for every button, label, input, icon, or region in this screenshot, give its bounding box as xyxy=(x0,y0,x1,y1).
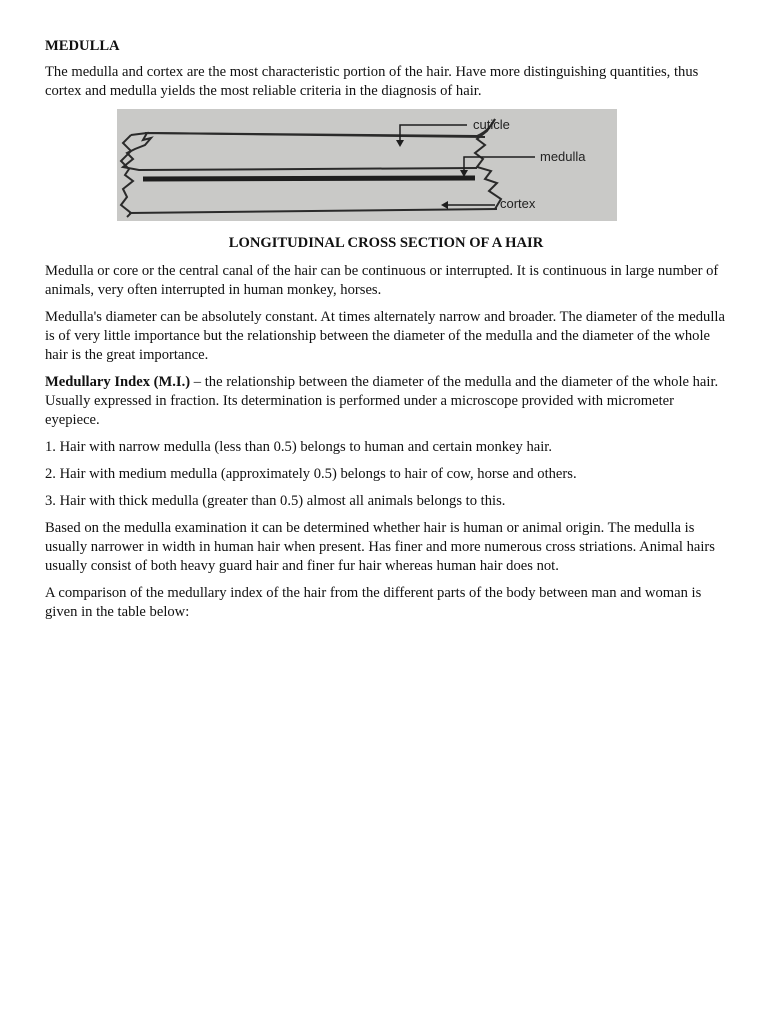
paragraph-origin: Based on the medulla examination it can be determined whether hair is human or animal origin. The medulla is usually narrower in width in human hair when present. Has finer and more numerous cross striations. Animal hairs usually consist of both heavy guard hair and finer fur hair whereas human hair does not. xyxy=(45,520,715,574)
document-page xyxy=(45,37,727,630)
medulla-pointer xyxy=(464,157,535,175)
paragraph-continuity: Medulla or core or the central canal of the hair can be continuous or interrupted. It is continuous in large number of animals, very often interrupted in human monkey, horses. xyxy=(45,263,719,298)
paragraph-diameter: Medulla's diameter can be absolutely constant. At times alternately narrow and broader. The diameter of the medulla is of very little importance but the relationship between the diameter of the medulla and the diameter of the whole hair is the great importance. xyxy=(45,309,725,363)
paragraph-comparison: A comparison of the medullary index of the hair from the different parts of the body between man and woman is given in the table below: xyxy=(45,585,702,620)
medulla-line xyxy=(143,178,475,179)
medulla-label: medulla xyxy=(540,149,586,164)
section-heading: MEDULLA xyxy=(45,38,120,54)
cuticle-label: cuticle xyxy=(473,117,510,132)
hair-bottom-edge xyxy=(129,209,497,213)
figure-caption: LONGITUDINAL CROSS SECTION OF A HAIR xyxy=(228,235,544,251)
cortex-label: cortex xyxy=(500,196,536,211)
list-item: 1. Hair with narrow medulla (less than 0.5) belongs to human and certain monkey hair. xyxy=(45,439,553,455)
hair-left-edge xyxy=(121,135,133,217)
hair-diagram xyxy=(117,109,617,221)
hair-outline-top xyxy=(123,133,485,170)
hair-section-figure xyxy=(117,109,617,221)
list-item: 3. Hair with thick medulla (greater than 0.5) almost all animals belongs to this. xyxy=(45,493,506,509)
intro-paragraph: The medulla and cortex are the most characteristic portion of the hair. Have more distinguishing quantities, thus cortex and medulla yields the most reliable criteria in the diagnosis of hair. xyxy=(45,64,699,99)
medullary-index-definition: – the relationship between the diameter of the medulla and the diameter of the whole hair. Usually expressed in fraction. Its determination is performed under a microscope provided with micrometer eyepiece. xyxy=(45,374,719,428)
medullary-index-term: Medullary Index (M.I.) xyxy=(45,374,191,390)
paragraph-medullary-index xyxy=(45,373,727,430)
list-item: 2. Hair with medium medulla (approximately 0.5) belongs to hair of cow, horse and others. xyxy=(45,466,577,482)
hair-right-edge xyxy=(475,119,501,209)
hair-top-edge xyxy=(145,119,495,136)
